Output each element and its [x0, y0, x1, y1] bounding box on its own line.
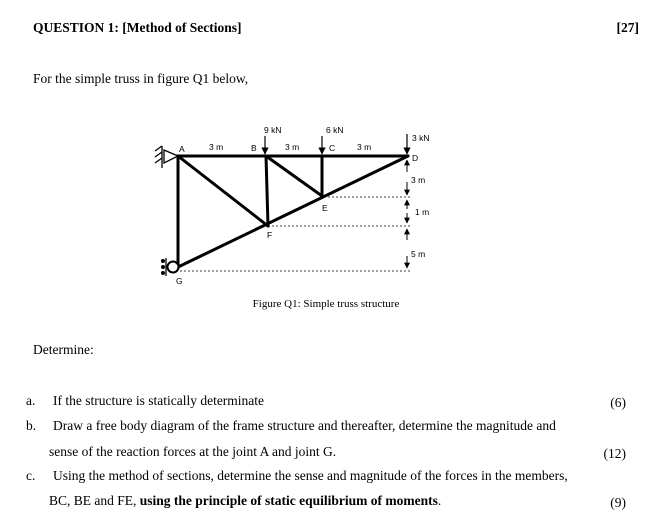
joint-label-f: F [267, 230, 273, 240]
item-c-end: . [437, 493, 442, 508]
item-b-text-line1: Draw a free body diagram of the frame structure and thereafter, determine the magnitude and [53, 418, 556, 433]
item-c-letter: c. [26, 468, 36, 483]
item-b-letter: b. [26, 418, 37, 433]
load-label-c: 6 kN [326, 125, 344, 135]
member-be [266, 156, 322, 196]
item-c-bold-phrase: using the principle of static equilibrium of moments [139, 493, 438, 508]
item-a-letter: a. [26, 393, 36, 408]
item-a-text: If the structure is statically determinate [53, 393, 265, 408]
joint-label-c: C [329, 143, 336, 153]
joint-label-g: G [176, 276, 183, 286]
load-label-b: 9 kN [264, 125, 282, 135]
span-label-bc: 3 m [285, 142, 300, 152]
span-label-cd: 3 m [357, 142, 372, 152]
determine-label: Determine: [33, 342, 94, 357]
truss-members [176, 156, 408, 268]
span-label-ab: 3 m [209, 142, 224, 152]
joint-label-e: E [322, 203, 328, 213]
roller-support-g [161, 258, 179, 276]
question-total-marks: [27] [616, 20, 639, 35]
joint-label-b: B [251, 143, 257, 153]
item-c-text-line2-plain: BC, BE and FE, [49, 493, 140, 508]
height-label-ef: 1 m [415, 207, 430, 217]
joint-label-a: A [179, 144, 185, 154]
question-intro: For the simple truss in figure Q1 below, [33, 71, 249, 86]
height-label-fg: 5 m [411, 249, 426, 259]
item-c-text-line2 [49, 493, 441, 509]
pin-support-a [155, 146, 178, 168]
question-title: QUESTION 1: [Method of Sections] [33, 20, 242, 35]
item-a-marks: (6) [610, 395, 626, 410]
reference-lines [176, 197, 410, 271]
load-label-d: 3 kN [412, 133, 430, 143]
figure-caption: Figure Q1: Simple truss structure [252, 298, 400, 310]
member-bf [266, 156, 268, 226]
joint-label-d: D [412, 153, 419, 163]
member-af [178, 156, 268, 226]
height-label-de: 3 m [411, 175, 426, 185]
item-b-text-line2: sense of the reaction forces at the joint A and joint G. [49, 444, 337, 459]
item-c-marks: (9) [610, 495, 626, 510]
item-b-marks: (12) [603, 446, 626, 461]
item-c-text-line1: Using the method of sections, determine the sense and magnitude of the forces in the members, [53, 468, 568, 483]
